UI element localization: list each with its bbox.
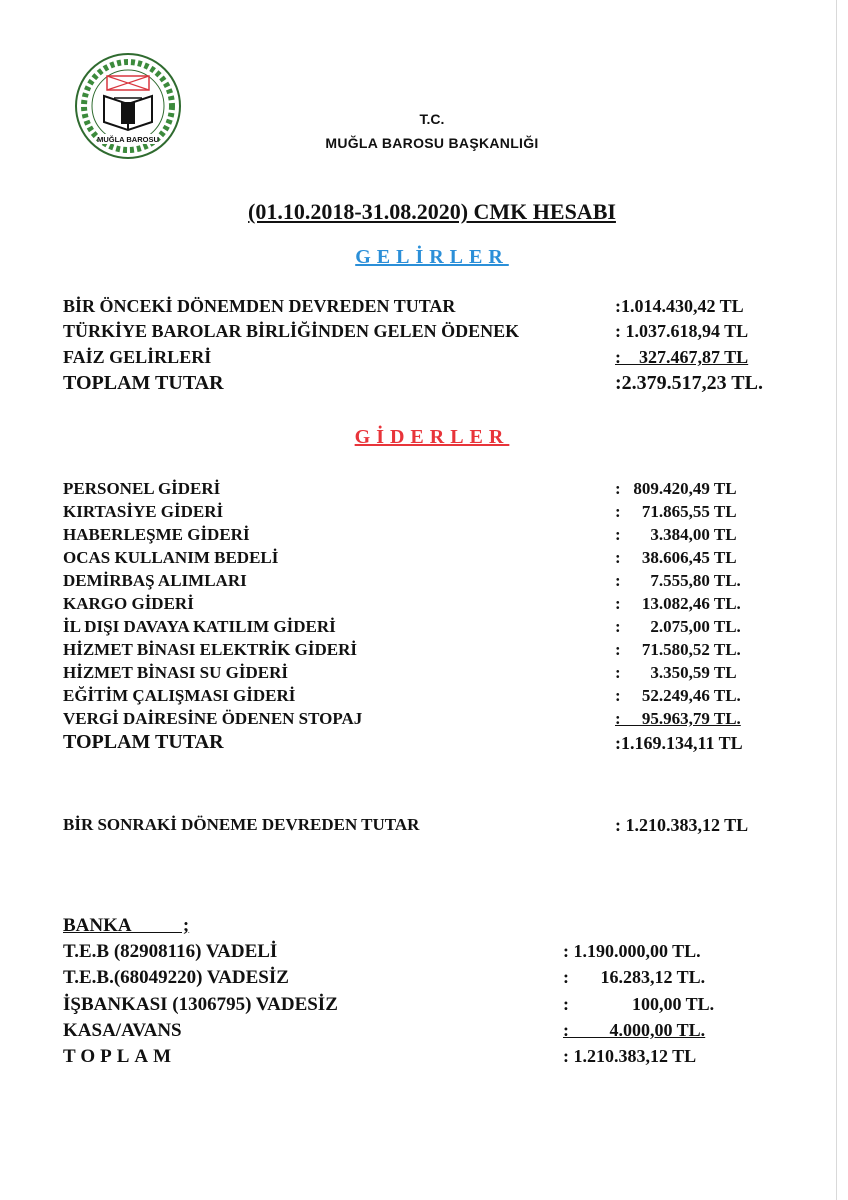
expense-row xyxy=(0,709,848,733)
bank-row-value: : 4.000,00 TL. xyxy=(563,1020,706,1040)
bank-row xyxy=(0,994,848,1018)
bank-row xyxy=(0,941,848,965)
expense-row-value: : 95.963,79 TL. xyxy=(615,709,741,728)
expense-row-value: : 809.420,49 TL xyxy=(615,479,737,498)
expense-row xyxy=(0,525,848,549)
income-row-value: : 1.037.618,94 TL xyxy=(615,321,749,341)
expense-row-label: KIRTASİYE GİDERİ xyxy=(63,502,224,521)
expense-row-value: : 38.606,45 TL xyxy=(615,548,737,567)
income-row-value: : 327.467,87 TL xyxy=(615,347,749,367)
income-row-label: BİR ÖNCEKİ DÖNEMDEN DEVREDEN TUTAR xyxy=(63,296,456,316)
expense-row xyxy=(0,640,848,664)
expense-row xyxy=(0,502,848,526)
expense-row-label: HABERLEŞME GİDERİ xyxy=(63,525,250,544)
bank-row-value: : 100,00 TL. xyxy=(563,994,715,1014)
bank-total-value: : 1.210.383,12 TL xyxy=(563,1046,697,1066)
bank-heading-row xyxy=(0,915,848,939)
carry-forward-value: : 1.210.383,12 TL xyxy=(615,815,749,835)
income-total-label: TOPLAM TUTAR xyxy=(63,372,224,394)
expense-row xyxy=(0,571,848,595)
expense-heading: GİDERLER xyxy=(354,426,510,448)
income-row xyxy=(0,347,848,371)
expense-total-label: TOPLAM TUTAR xyxy=(63,731,224,753)
expense-row-value: : 3.384,00 TL xyxy=(615,525,737,544)
income-row xyxy=(0,296,848,320)
bank-heading: BANKA ; xyxy=(63,915,190,936)
bank-row-label: T.E.B (82908116) VADELİ xyxy=(63,941,278,962)
expense-row-label: OCAS KULLANIM BEDELİ xyxy=(63,548,279,567)
expense-row-label: DEMİRBAŞ ALIMLARI xyxy=(63,571,247,590)
expense-row-label: PERSONEL GİDERİ xyxy=(63,479,221,498)
bank-total-label: TOPLAM xyxy=(63,1046,177,1067)
bank-total-row xyxy=(0,1046,848,1070)
expense-row xyxy=(0,548,848,572)
income-total-value: :2.379.517,23 TL. xyxy=(615,372,763,394)
expense-row-label: HİZMET BİNASI SU GİDERİ xyxy=(63,663,289,682)
bank-row xyxy=(0,967,848,991)
bank-row-label: KASA/AVANS xyxy=(63,1020,182,1041)
expense-total-value: :1.169.134,11 TL xyxy=(615,733,743,753)
expense-row-label: HİZMET BİNASI ELEKTRİK GİDERİ xyxy=(63,640,357,659)
bank-row-value: : 1.190.000,00 TL. xyxy=(563,941,701,961)
expense-row-value: : 2.075,00 TL. xyxy=(615,617,741,636)
expense-row-value: : 3.350,59 TL xyxy=(615,663,737,682)
expense-row-value: : 13.082,46 TL. xyxy=(615,594,741,613)
svg-text:MUĞLA BAROSU: MUĞLA BAROSU xyxy=(97,135,159,144)
income-row-value: :1.014.430,42 TL xyxy=(615,296,744,316)
expense-row-value: : 71.580,52 TL. xyxy=(615,640,741,659)
income-row-label: FAİZ GELİRLERİ xyxy=(63,347,212,367)
bank-row-value: : 16.283,12 TL. xyxy=(563,967,706,987)
expense-row-value: : 7.555,80 TL. xyxy=(615,571,741,590)
expense-row xyxy=(0,617,848,641)
expense-row-label: İL DIŞI DAVAYA KATILIM GİDERİ xyxy=(63,617,336,636)
expense-row xyxy=(0,686,848,710)
income-heading: GELİRLER xyxy=(355,246,509,268)
bank-row-label: İŞBANKASI (1306795) VADESİZ xyxy=(63,994,338,1015)
expense-row xyxy=(0,479,848,503)
expense-row-label: VERGİ DAİRESİNE ÖDENEN STOPAJ xyxy=(63,709,363,728)
expense-row-label: KARGO GİDERİ xyxy=(63,594,194,613)
bank-row-label: T.E.B.(68049220) VADESİZ xyxy=(63,967,289,988)
expense-row-value: : 71.865,55 TL xyxy=(615,502,737,521)
expense-total-row xyxy=(0,731,848,755)
expense-row xyxy=(0,663,848,687)
carry-forward-row xyxy=(0,815,848,839)
expense-row xyxy=(0,594,848,618)
income-row-label: TÜRKİYE BAROLAR BİRLİĞİNDEN GELEN ÖDENEK xyxy=(63,321,520,341)
income-row xyxy=(0,321,848,345)
carry-forward-label: BİR SONRAKİ DÖNEME DEVREDEN TUTAR xyxy=(63,815,420,834)
expense-row-label: EĞİTİM ÇALIŞMASI GİDERİ xyxy=(63,686,296,705)
expense-row-value: : 52.249,46 TL. xyxy=(615,686,741,705)
country-heading: T.C. xyxy=(419,111,445,127)
bank-row xyxy=(0,1020,848,1044)
income-total-row xyxy=(0,372,848,396)
document-title: (01.10.2018-31.08.2020) CMK HESABI xyxy=(248,199,616,224)
organization-heading: MUĞLA BAROSU BAŞKANLIĞI xyxy=(325,135,539,151)
